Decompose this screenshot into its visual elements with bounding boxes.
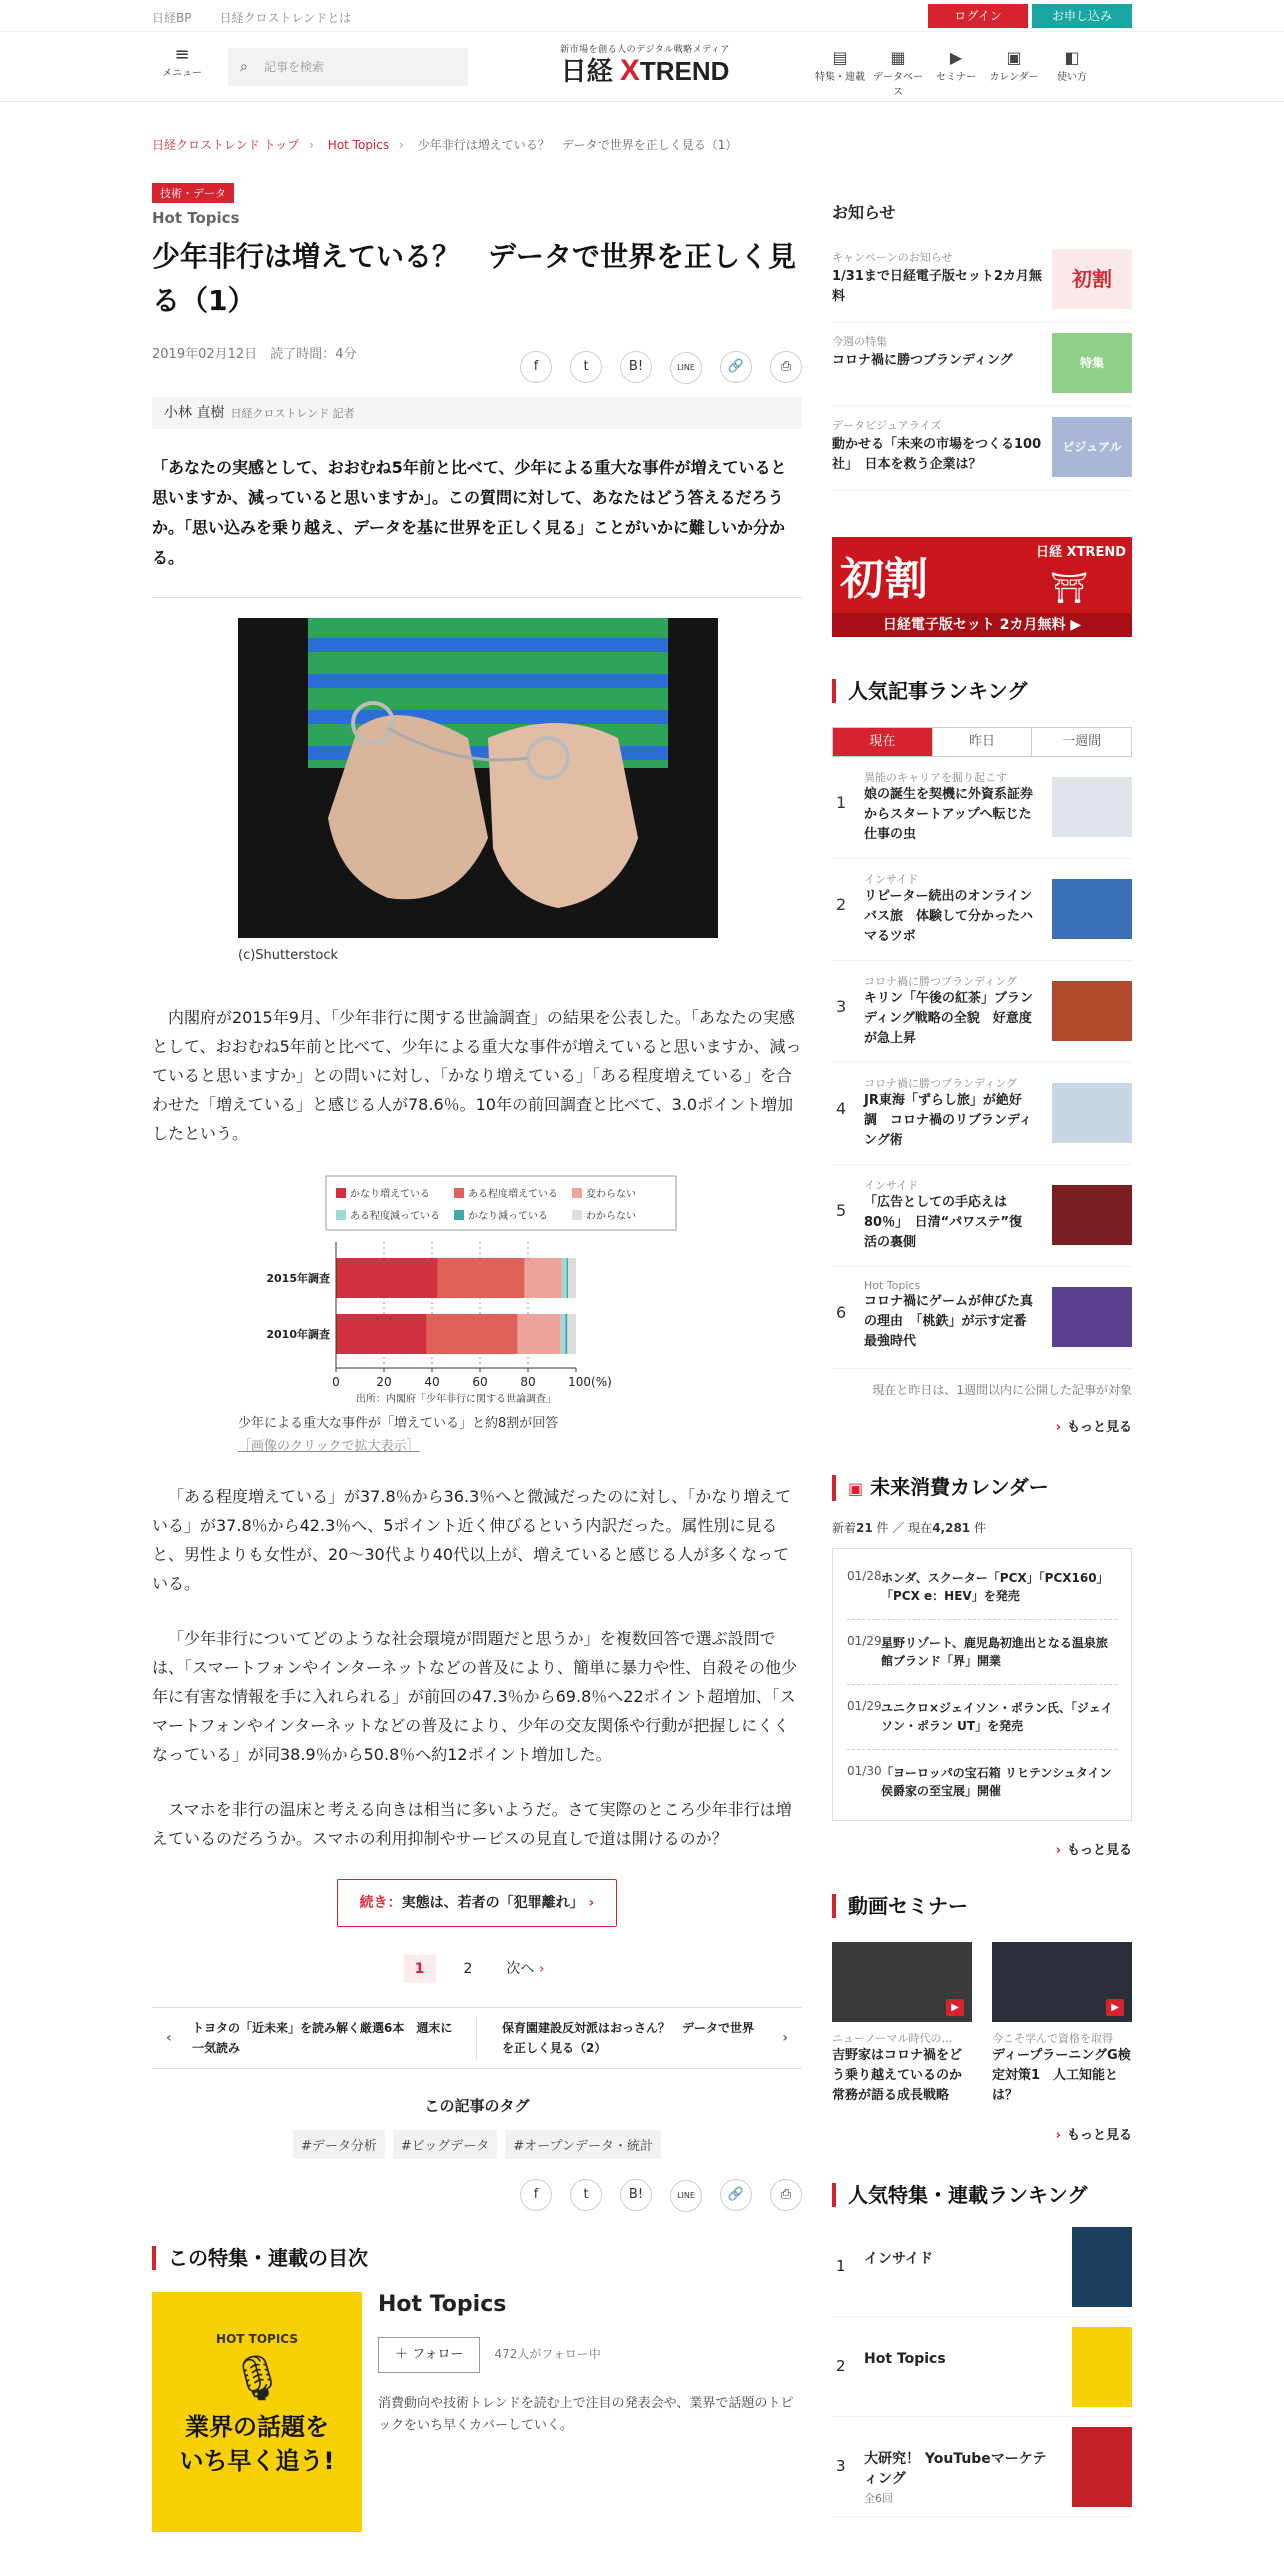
legend-label: かなり減っている — [468, 1211, 548, 1222]
rank-number: 5 — [836, 1201, 847, 1220]
series-rank-item[interactable] — [832, 2317, 1132, 2417]
x-tick-label: 0 — [332, 1375, 340, 1389]
news-heading: お知らせ — [832, 203, 896, 222]
survey-chart[interactable] — [238, 1174, 718, 1454]
nav-label: セミナー — [936, 72, 976, 83]
article-tags — [152, 2095, 802, 2159]
series-title[interactable]: Hot Topics — [378, 2292, 507, 2317]
nav-icon: ▤ — [832, 48, 848, 67]
ranking-item[interactable] — [832, 961, 1132, 1063]
about-link[interactable]: 日経クロストレンドとは — [219, 11, 352, 25]
bar-segment — [565, 1314, 567, 1354]
legend-swatch — [454, 1210, 464, 1220]
category-label: 2010年調査 — [266, 1328, 330, 1341]
series-desc: 消費動向や技術トレンドを読む上で注目の発表会や、業界で話題のトピックをいち早くカバーしていく。 — [378, 2396, 794, 2433]
tag[interactable]: #データ分析 — [293, 2130, 385, 2159]
calendar-date: 01/29 — [847, 1634, 882, 1648]
menu-button[interactable]: ≡ メニュー — [162, 44, 202, 79]
twitter-icon[interactable]: t — [570, 2179, 602, 2211]
legend-swatch — [572, 1210, 582, 1220]
rank-title[interactable]: リピーター続出のオンラインバス旅 体験して分かったハマるツボ — [864, 889, 1034, 944]
breadcrumb: 日経クロストレンド トップ › Hot Topics › 少年非行は増えている？ データで世界を正しく見る（1） — [152, 138, 738, 152]
news-title[interactable]: 1/31まで日経電子版セット2カ月無料 — [832, 269, 1042, 304]
breadcrumb-current: 少年非行は増えている？ データで世界を正しく見る（1） — [417, 138, 738, 152]
tag[interactable]: #オープンデータ・統計 — [505, 2130, 661, 2159]
cover-title — [152, 2410, 362, 2478]
calendar-item[interactable] — [847, 1685, 1117, 1750]
nikkeibp-link[interactable]: 日経BP — [152, 11, 192, 25]
series-ranking-list — [832, 2217, 1132, 2517]
article-title: 少年非行は増えている？ データで世界を正しく見る（1） — [152, 240, 797, 317]
article-lead: 「あなたの実感として、おおむね5年前と比べて、少年による重大な事件が増えていると思いますか、減っていると思いますか」。この質問に対して、あなたはどう答えるだろうか。「思い込みを乗り越え、データを基に世界を正しく見る」ことがいかに難しいか分かる。 — [152, 453, 802, 598]
news-title[interactable]: 動かせる「未来の市場をつくる100社」 日本を救う企業は？ — [832, 437, 1042, 472]
follow-button[interactable]: ＋ フォロー — [378, 2337, 480, 2373]
video-thumb[interactable] — [832, 1942, 972, 2022]
rank-title[interactable]: キリン「午後の紅茶」ブランディング戦略の全貌 好意度が急上昇 — [864, 991, 1034, 1046]
next-page[interactable]: 次へ › — [506, 1961, 545, 1977]
cover-line: 業界の話題を — [185, 2413, 329, 2441]
ranking-item[interactable] — [832, 1267, 1132, 1369]
link-icon[interactable]: 🔗 — [720, 2179, 752, 2211]
calendar-item[interactable] — [847, 1750, 1117, 1814]
search-icon: ⌕ — [240, 59, 248, 75]
rank-number: 2 — [836, 2357, 846, 2375]
nav-icon: ▶ — [949, 48, 963, 67]
follower-count: 472人がフォロー中 — [494, 2347, 601, 2361]
tab-yesterday[interactable]: 昨日 — [933, 728, 1033, 756]
ranking-note: 現在と昨日は、1週間以内に公開した記事が対象 — [872, 1383, 1132, 1397]
print-icon[interactable]: ⎙ — [770, 2179, 802, 2211]
video-item[interactable] — [992, 1942, 1132, 2106]
article-body — [152, 1003, 802, 1148]
x-tick-label: 40 — [424, 1375, 440, 1389]
rank-thumb — [1052, 1083, 1132, 1143]
share-buttons-bottom — [502, 2179, 802, 2212]
cover-line: いち早く追う! — [179, 2447, 335, 2475]
bar-segment — [561, 1314, 566, 1354]
series-name: インサイド — [864, 2251, 934, 2267]
calendar-title[interactable]: 「ヨーロッパの宝石箱 リヒテンシュタイン侯爵家の至宝展」開催 — [881, 1766, 1112, 1798]
calendar-date: 01/30 — [847, 1764, 882, 1778]
ranking-tabs — [832, 727, 1132, 757]
video-title[interactable]: ディープラーニングG検定対策1 人工知能とは？ — [992, 2048, 1131, 2103]
more-link[interactable]: › もっと見る — [1055, 2128, 1132, 2143]
thumb-label: 初割 — [1072, 267, 1112, 291]
bar-segment — [336, 1314, 427, 1354]
chart-source: 出所：内閣府「少年非行に関する世論調査」 — [356, 1394, 556, 1404]
legend-label: ある程度増えている — [468, 1189, 558, 1200]
rank-number: 3 — [836, 997, 847, 1016]
rank-label: コロナ禍に勝つブランディング — [864, 975, 1017, 988]
bar-segment — [562, 1258, 567, 1298]
sidebar — [832, 200, 1132, 2517]
rank-title[interactable]: 「広告としての手応えは80％」 日清“パワステ”復活の裏側 — [864, 1195, 1023, 1250]
next-article-link[interactable]: 保育園建設反対派はおっさん？ データで世界を正しく見る（2） › — [502, 2021, 788, 2055]
news-thumb — [1052, 249, 1132, 309]
hatena-icon[interactable]: B! — [620, 351, 652, 383]
legend-swatch — [336, 1188, 346, 1198]
chevron-left-icon: ‹ — [166, 2030, 172, 2046]
author-role: 日経クロストレンド 記者 — [230, 407, 355, 420]
pagination — [152, 1955, 802, 1983]
author-name[interactable]: 小林 直樹 — [164, 405, 225, 421]
video-icon: ▶ — [1106, 1999, 1124, 2016]
legend-label: かなり増えている — [350, 1189, 430, 1200]
header-nav-item[interactable] — [814, 48, 866, 83]
zoom-link[interactable]: ［画像のクリックで拡大表示］ — [238, 1439, 420, 1454]
video-list — [832, 1942, 1132, 2106]
series-cover-thumb — [1072, 2227, 1132, 2307]
series-cover-thumb — [1072, 2427, 1132, 2507]
series-cover[interactable]: HOT TOPICS 🎙 業界の話題を いち早く追う! — [152, 2292, 362, 2532]
paragraph: 内閣府が2015年9月、「少年非行に関する世論調査」の結果を公表した。「あなたの実感として、おおむね5年前と比べて、少年による重大な事件が増えていると思いますか、減っていると思いますか」との問いに対し、「かなり増えている」「ある程度増えている」を合わせた「増えている」と感じる人が78.6％。10年の前回調査と比べて、3.0ポイント増加したという。 — [152, 1008, 802, 1143]
rank-number: 3 — [836, 2457, 846, 2475]
calendar-item[interactable] — [847, 1555, 1117, 1620]
bar-segment — [427, 1314, 518, 1354]
rank-number: 4 — [836, 1099, 847, 1118]
video-title[interactable]: 吉野家はコロナ禍をどう乗り越えているのか 常務が語る成長戦略 — [832, 2048, 976, 2103]
chevron-right-icon: › — [782, 2030, 788, 2046]
header-nav-item[interactable] — [930, 48, 982, 83]
rank-number: 1 — [836, 2257, 846, 2275]
thumb-label: ビジュアル — [1062, 440, 1122, 454]
x-tick-label: 60 — [472, 1375, 488, 1389]
bar-segment — [567, 1314, 576, 1354]
series-rank-item[interactable] — [832, 2217, 1132, 2317]
paragraph: 「ある程度増えている」が37.8％から36.3％へと微減だったのに対し、「かなり増えている」が37.8％から42.3％へ、5ポイント近く伸びるという内訳だった。属性別に見ると、男性よりも女性が、20～30代より40代以上が、増えていると感じる人が多くなっている。 — [152, 1487, 792, 1593]
legend-label: ある程度減っている — [350, 1211, 440, 1222]
news-thumb — [1052, 333, 1132, 393]
nav-label: 特集・連載 — [815, 72, 865, 83]
header-nav-item[interactable] — [988, 48, 1040, 83]
ranking-item[interactable] — [832, 1165, 1132, 1267]
site-header — [0, 32, 1284, 102]
login-button[interactable]: ログイン — [928, 4, 1028, 28]
article-date: 2019年02月12日 読了時間：4分 — [152, 347, 357, 362]
hatena-icon[interactable]: B! — [620, 2179, 652, 2211]
photo-caption: (c)Shutterstock — [238, 948, 339, 963]
page-2[interactable]: 2 — [463, 1961, 473, 1977]
calendar-title[interactable]: ホンダ、スクーター「PCX」「PCX160」「PCX e：HEV」を発売 — [881, 1571, 1109, 1603]
bar-segment — [567, 1258, 568, 1298]
series-label[interactable]: Hot Topics — [152, 209, 240, 227]
x-tick-label: 20 — [376, 1375, 392, 1389]
header-nav-item[interactable] — [1046, 48, 1098, 83]
article-body-2 — [152, 1482, 802, 1853]
calendar-item[interactable] — [847, 1620, 1117, 1685]
category-label: 2015年調査 — [266, 1272, 330, 1285]
toc-heading: この特集・連載の目次 — [152, 2246, 802, 2270]
twitter-icon[interactable]: t — [570, 351, 602, 383]
rank-label: コロナ禍に勝つブランディング — [864, 1077, 1017, 1090]
campaign-banner[interactable]: 初割 ⛩ 日経 XTREND 日経電子版セット 2カ月無料 ▶ — [832, 537, 1132, 637]
facebook-icon[interactable]: f — [520, 2179, 552, 2211]
chevron-right-icon: › — [588, 1895, 595, 1911]
torii-icon: ⛩ — [1050, 571, 1089, 606]
rank-thumb — [1052, 777, 1132, 837]
nav-icon: ◧ — [1064, 48, 1080, 67]
article-photo[interactable] — [238, 618, 718, 938]
tags-heading: この記事のタグ — [424, 2097, 530, 2115]
video-item[interactable] — [832, 1942, 976, 2106]
thumb-label: 特集 — [1079, 356, 1104, 370]
microphone-icon: 🎙 — [229, 2353, 285, 2404]
rank-number: 1 — [836, 793, 847, 812]
bar-segment — [336, 1258, 438, 1298]
nav-label: データベース — [873, 72, 923, 98]
rank-label: Hot Topics — [864, 1279, 921, 1292]
calendar-icon: ▣ — [848, 1479, 864, 1498]
legend-swatch — [336, 1210, 346, 1220]
rank-label: インサイド — [864, 1179, 919, 1192]
rank-title[interactable]: コロナ禍にゲームが伸びた真の理由 「桃鉄」が示す定番最強時代 — [864, 1294, 1034, 1349]
series-name: Hot Topics — [864, 2351, 946, 2367]
news-list — [832, 239, 1132, 491]
series-rank-item[interactable] — [832, 2417, 1132, 2517]
calendar-heading: ▣ 未来消費カレンダー — [832, 1475, 1132, 1501]
rank-label: 異能のキャリアを掘り起こす — [864, 771, 1007, 784]
series-count: 全6回 — [864, 2492, 893, 2505]
rank-thumb — [1052, 879, 1132, 939]
site-logo[interactable]: 新市場を創る人のデジタル戦略メディア 日経 XTREND — [560, 45, 730, 87]
more-link[interactable]: › もっと見る — [1055, 1420, 1132, 1435]
series-title[interactable] — [864, 2349, 1054, 2369]
more-link[interactable]: › もっと見る — [1055, 1843, 1132, 1858]
legend-label: わからない — [586, 1211, 636, 1222]
print-icon[interactable]: ⎙ — [770, 351, 802, 383]
series-toc — [152, 2246, 802, 2532]
series-name: 大研究！ YouTubeマーケティング — [864, 2451, 1047, 2487]
prev-next-nav — [152, 2007, 802, 2069]
top-bar — [0, 0, 1284, 32]
author-box — [152, 397, 802, 429]
line-icon[interactable]: LINE — [670, 2180, 702, 2212]
nav-icon: ▦ — [890, 48, 906, 67]
series-ranking-heading: 人気特集・連載ランキング — [832, 2183, 1132, 2207]
video-heading: 動画セミナー — [832, 1894, 1132, 1918]
news-title[interactable]: コロナ禍に勝つブランディング — [832, 353, 1013, 368]
legend-label: 変わらない — [586, 1189, 636, 1200]
rank-label: インサイド — [864, 873, 919, 886]
rank-thumb — [1052, 1185, 1132, 1245]
share-buttons — [502, 351, 802, 384]
facebook-icon[interactable]: f — [520, 351, 552, 383]
category-badge[interactable]: 技術・データ — [152, 183, 234, 203]
breadcrumb-section[interactable]: Hot Topics — [327, 138, 390, 152]
ranking-item[interactable] — [832, 757, 1132, 859]
video-thumb[interactable] — [992, 1942, 1132, 2022]
prev-article-link[interactable]: ‹ トヨタの「近未来」を読み解く厳選6本 週末に一気読み — [152, 2018, 477, 2060]
subscribe-button[interactable]: お申し込み — [1032, 4, 1132, 28]
legend-swatch — [454, 1188, 464, 1198]
rank-number: 2 — [836, 895, 847, 914]
bar-segment — [568, 1258, 576, 1298]
rank-thumb — [1052, 981, 1132, 1041]
calendar-count: 新着21 件 ／ 現在4,281 件 — [832, 1521, 986, 1535]
header-nav — [814, 48, 1104, 98]
paragraph: 「少年非行についてどのような社会環境が問題だと思うか」を複数回答で選ぶ設問では、「スマートフォンやインターネットなどの普及により、簡単に暴力や性、自殺その他少年に有害な情報を手に入れられる」が前回の47.3％から69.8％へ22ポイント超増加、「スマートフォンやインターネットなどの普及により、少年の交友関係や行動が把握しにくくなっている」が同38.9％から50.8％へ約12ポイント増加した。 — [152, 1629, 797, 1764]
news-item[interactable] — [832, 239, 1132, 323]
rank-title[interactable]: 娘の誕生を契機に外資系証券からスタートアップへ転じた仕事の虫 — [864, 787, 1034, 842]
paragraph: スマホを非行の温床と考える向きは相当に多いようだ。さて実際のところ少年非行は増えているのだろうか。スマホの利用抑制やサービスの見直しで道は開けるのか？ — [152, 1800, 792, 1848]
news-item[interactable] — [832, 323, 1132, 407]
ranking-item[interactable] — [832, 1063, 1132, 1165]
chart-caption: 少年による重大な事件が「増えている」と約8割が回答 — [238, 1416, 559, 1431]
link-icon[interactable]: 🔗 — [720, 351, 752, 383]
nav-icon: ▣ — [1006, 48, 1022, 67]
rank-thumb — [1052, 1287, 1132, 1347]
video-label: 今こそ学んで資格を取得 — [992, 2032, 1113, 2045]
calendar-title[interactable]: 星野リゾート、鹿児島初進出となる温泉旅館ブランド「界」開業 — [881, 1636, 1108, 1668]
line-icon[interactable]: LINE — [670, 352, 702, 384]
bar-segment — [525, 1258, 562, 1298]
x-tick-label: 100(%) — [568, 1375, 612, 1389]
ranking-heading: 人気記事ランキング — [832, 679, 1132, 703]
news-label: キャンペーンのお知らせ — [832, 251, 953, 264]
tab-now[interactable]: 現在 — [833, 728, 933, 756]
news-label: データビジュアライズ — [832, 419, 942, 432]
video-icon: ▶ — [946, 1999, 964, 2016]
hamburger-icon: ≡ — [174, 44, 190, 65]
page-1[interactable]: 1 — [404, 1955, 436, 1983]
article-main — [152, 182, 802, 2532]
chart-svg — [238, 1174, 718, 1404]
news-label: 今週の特集 — [832, 335, 887, 348]
rank-number: 6 — [836, 1303, 847, 1322]
series-cover-thumb — [1072, 2327, 1132, 2407]
calendar-list — [832, 1548, 1132, 1821]
ranking-item[interactable] — [832, 859, 1132, 961]
header-nav-item[interactable] — [872, 48, 924, 98]
series-title[interactable] — [864, 2249, 1054, 2269]
video-label: ニューノーマル時代の… — [832, 2032, 953, 2045]
x-tick-label: 80 — [520, 1375, 536, 1389]
nav-label: 使い方 — [1057, 72, 1087, 83]
tab-week[interactable]: 一週間 — [1062, 734, 1102, 749]
nav-label: カレンダー — [989, 72, 1039, 83]
rank-title[interactable]: JR東海「ずらし旅」が絶好調 コロナ禍のリブランディング術 — [864, 1093, 1032, 1148]
continue-button[interactable]: 続き：実態は、若者の「犯罪離れ」 › — [337, 1879, 617, 1927]
news-thumb — [1052, 417, 1132, 477]
calendar-title[interactable]: ユニクロ×ジェイソン・ポラン氏、「ジェイソン・ポラン UT」を発売 — [881, 1701, 1113, 1733]
calendar-date: 01/28 — [847, 1569, 882, 1583]
calendar-date: 01/29 — [847, 1699, 882, 1713]
breadcrumb-home[interactable]: 日経クロストレンド トップ — [152, 138, 300, 152]
legend-swatch — [572, 1188, 582, 1198]
tag[interactable]: #ビッグデータ — [393, 2130, 497, 2159]
bar-segment — [438, 1258, 525, 1298]
bar-segment — [517, 1314, 560, 1354]
series-title[interactable] — [864, 2449, 1054, 2509]
search-input[interactable]: ⌕ 記事を検索 — [228, 48, 468, 86]
news-item[interactable] — [832, 407, 1132, 491]
ranking-list — [832, 757, 1132, 1369]
